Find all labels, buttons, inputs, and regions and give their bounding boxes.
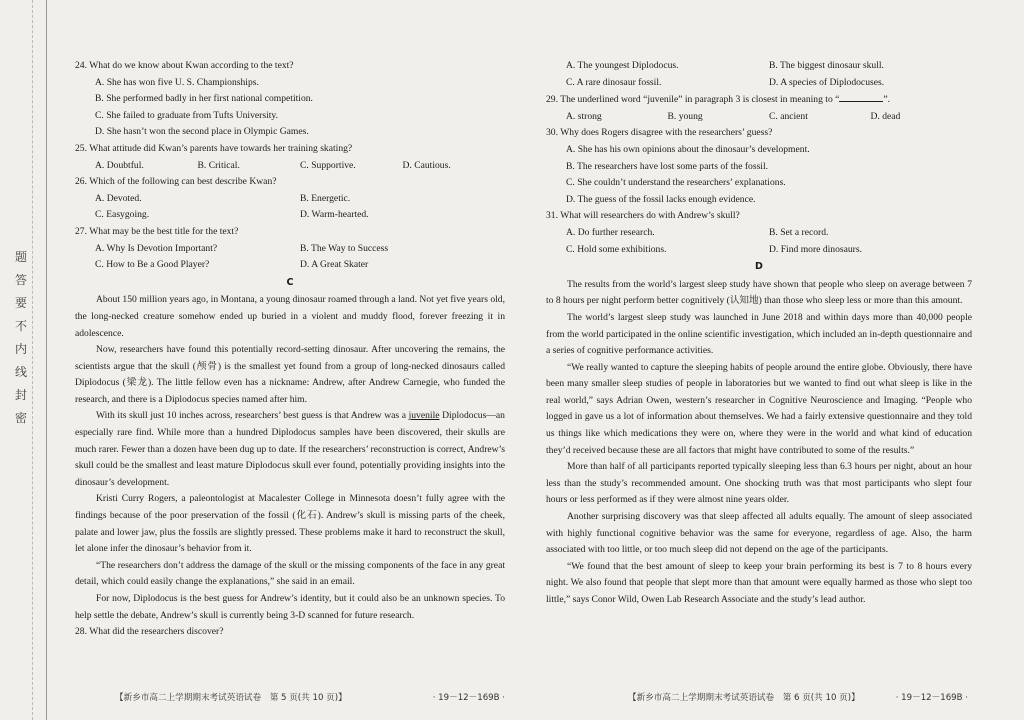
option: B. Critical. (197, 159, 240, 171)
seal-char: 答 (14, 273, 27, 287)
option: B. She performed badly in her first national competition. (95, 93, 313, 105)
passage-paragraph: For now, Diplodocus is the best guess for Andrew’s identity, but it could also be an unknown species. To help settle the debate, Andrew’s skull is currently being 3-D scanned for future research. (75, 593, 505, 621)
footer-code: · 19－12－169B · (895, 693, 968, 703)
question-24 (75, 58, 505, 141)
option: A. Do further research. (566, 226, 655, 238)
text-run: ”. (883, 94, 891, 106)
option: A. Devoted. (95, 192, 142, 204)
section-heading: D (755, 261, 763, 273)
question-27 (75, 224, 505, 274)
options-row (75, 241, 505, 258)
option: B. The researchers have lost some parts of the fossil. (566, 160, 769, 172)
option: A. Why Is Devotion Important? (95, 242, 218, 254)
page-footer (628, 691, 968, 703)
passage-paragraph: “The researchers don’t address the damage of the skull or the missing components of the face in any great detail, which could easily change the explanations,” she said in an email. (75, 559, 505, 588)
option: C. ancient (769, 110, 808, 122)
option: A. She has won five U. S. Championships. (95, 76, 259, 88)
underlined-word: juvenile (408, 410, 440, 422)
option: C. A rare dinosaur fossil. (566, 76, 662, 88)
option: C. How to Be a Good Player? (95, 259, 210, 271)
passage-paragraph: Kristi Curry Rogers, a paleontologist at Macalester College in Minnesota doesn’t fully agree with the findings because of the poor preservation of the fossil (化石). Andrew’s skull is missing parts of the cheek, palate and lower jaw, plus the fossils are slightly pressed. These problems make it hard to reconstruct the skull, let alone infer the dinosaur’s behavior from it. (75, 493, 505, 555)
question-25 (75, 141, 505, 174)
text-run: Diplodocus—an especially rare find. While more than a hundred Diplodocus samples have been discovered, their skulls are much rarer. Fewer than a dozen have been dug up to date. If the researchers’ reconstruction is correct, Andrew’s skull could be the smallest and least mature Diplodocus skull ever found, potentially providing insights into the dinosaur’s development. (75, 410, 505, 488)
question-stem: 26. Which of the following can best describe Kwan? (75, 176, 277, 188)
seal-char: 不 (14, 319, 27, 333)
seal-char: 要 (14, 296, 27, 310)
option: C. Supportive. (300, 159, 356, 171)
option: B. The Way to Success (300, 242, 389, 254)
text-run: With its skull just 10 inches across, researchers’ best guess is that Andrew was a (96, 410, 409, 422)
option: D. The guess of the fossil lacks enough evidence. (566, 193, 756, 205)
option: A. Doubtful. (95, 159, 144, 171)
options-row (546, 109, 972, 126)
question-30 (546, 125, 972, 208)
question-stem: 27. What may be the best title for the text? (75, 225, 239, 237)
option: D. She hasn’t won the second place in Olympic Games. (95, 126, 309, 138)
passage-paragraph: “We really wanted to capture the sleeping habits of people around the entire globe. Obviously, there have been many smaller sleep studies of people in laboratories but we wanted to find out what sleep is like in the real world,” says Adrian Owen, western’s researcher in Cognitive Neuroscience and Imaging. “People who logged in gave us a lot of information about themselves. We had a fairly extensive questionnaire and they told us things like which medications they were on, where they were in the world and what kind of education they’d received because these are all factors that might have contributed to some of the results.” (546, 361, 972, 456)
text-run: 29. The underlined word “juvenile” in paragraph 3 is closest in meaning to “ (546, 94, 840, 106)
passage-paragraph: Now, researchers have found this potentially record-setting dinosaur. After uncovering the remains, the scientists argue that the skull (颅骨) is the smallest yet found from a group of long-necked dinosaurs called Diplodocus (梁龙). The little fellow even has a nickname: Andrew, after Andrew Carnegie, who funded the research, and there is a Diplodocus species named after him. (75, 344, 505, 405)
option: C. She failed to graduate from Tufts University. (95, 109, 278, 121)
option: D. Warm-hearted. (300, 209, 369, 221)
seal-char: 密 (14, 411, 27, 425)
option: D. A species of Diplodocuses. (769, 76, 885, 88)
passage-paragraph: “We found that the best amount of sleep to keep your brain performing its best is 7 to 8 hours every night. We also found that people that slept more than that amount were equally harmed as those who slept too little,” says Conor Wild, Owen Lab Research Associate and the study’s lead author. (546, 560, 972, 605)
section-heading: C (286, 276, 294, 288)
options-row (546, 242, 972, 259)
options-row (75, 191, 505, 208)
option: D. Find more dinosaurs. (769, 243, 863, 255)
answer-blank (839, 91, 883, 102)
option: A. strong (566, 110, 602, 122)
seal-char: 题 (14, 250, 27, 264)
passage-paragraph: About 150 million years ago, in Montana, a young dinosaur roamed through a land. Not yet five years old, the long-necked creature somehow ended up buried in a violent and muddy flood, forever freezing it in adolescence. (75, 294, 505, 339)
left-page (75, 58, 505, 641)
question-26 (75, 174, 505, 224)
passage-paragraph: Another surprising discovery was that sleep affected all adults equally. The amount of sleep associated with highly functional cognitive behavior was the same for everyone, regardless of age. Also, the harm associated with too little, or too much sleep did not depend on the age of the participants. (546, 511, 972, 556)
footer-title: 【新乡市高二上学期期末考试英语试卷 第 5 页(共 10 页)】 (115, 693, 347, 703)
passage-paragraph: The results from the world’s largest sleep study have shown that people who sleep on average between 7 to 8 hours per night perform better cognitively (认知地) than those who sleep less or more than this amount. (546, 278, 972, 307)
seal-char: 封 (14, 388, 27, 402)
options-row (75, 158, 505, 175)
question-stem: 25. What attitude did Kwan’s parents have towards her training skating? (75, 142, 353, 154)
option: C. Hold some exhibitions. (566, 243, 667, 255)
options-row (75, 207, 505, 224)
option: D. dead (870, 110, 901, 122)
page-footer (115, 691, 505, 703)
option: C. Easygoing. (95, 209, 150, 221)
option: B. The biggest dinosaur skull. (769, 60, 884, 71)
option: A. She has his own opinions about the dinosaur’s development. (566, 143, 810, 155)
options-row (546, 58, 972, 75)
option: B. Energetic. (300, 192, 351, 204)
question-stem: 30. Why does Rogers disagree with the researchers’ guess? (546, 127, 773, 139)
options-row (75, 257, 505, 274)
passage-paragraph (75, 408, 505, 491)
right-page (546, 58, 972, 609)
option: C. She couldn’t understand the researchers’ explanations. (566, 177, 786, 189)
option: D. A Great Skater (300, 259, 369, 271)
question-stem (546, 91, 972, 109)
option: D. Cautious. (402, 159, 451, 171)
seal-line-text (10, 246, 32, 430)
option: B. Set a record. (769, 226, 829, 238)
seal-char: 线 (14, 365, 27, 379)
seal-char: 内 (14, 342, 27, 356)
question-stem: 24. What do we know about Kwan according to the text? (75, 60, 294, 71)
options-row (546, 225, 972, 242)
question-31 (546, 208, 972, 258)
passage-paragraph: The world’s largest sleep study was launched in June 2018 and within days more than 40,000 people from the world participated in the online scientific investigation, which included an in-depth questionnaire and a series of cognitive performance activities. (546, 311, 972, 357)
option: B. young (667, 110, 703, 122)
question-29 (546, 91, 972, 125)
binding-margin (0, 0, 47, 720)
passage-paragraph: More than half of all participants reported typically sleeping less than 6.3 hours per night, about an hour less than the study’s recommended amount. One shocking truth was that most participants who slept four hours or less performed as if they were almost nine years older. (546, 461, 972, 506)
option: A. The youngest Diplodocus. (566, 60, 679, 71)
question-stem: 31. What will researchers do with Andrew’s skull? (546, 210, 740, 222)
options-row (546, 75, 972, 92)
footer-title: 【新乡市高二上学期期末考试英语试卷 第 6 页(共 10 页)】 (628, 693, 860, 703)
question-stem: 28. What did the researchers discover? (75, 626, 224, 638)
footer-code: · 19－12－169B · (432, 693, 505, 703)
